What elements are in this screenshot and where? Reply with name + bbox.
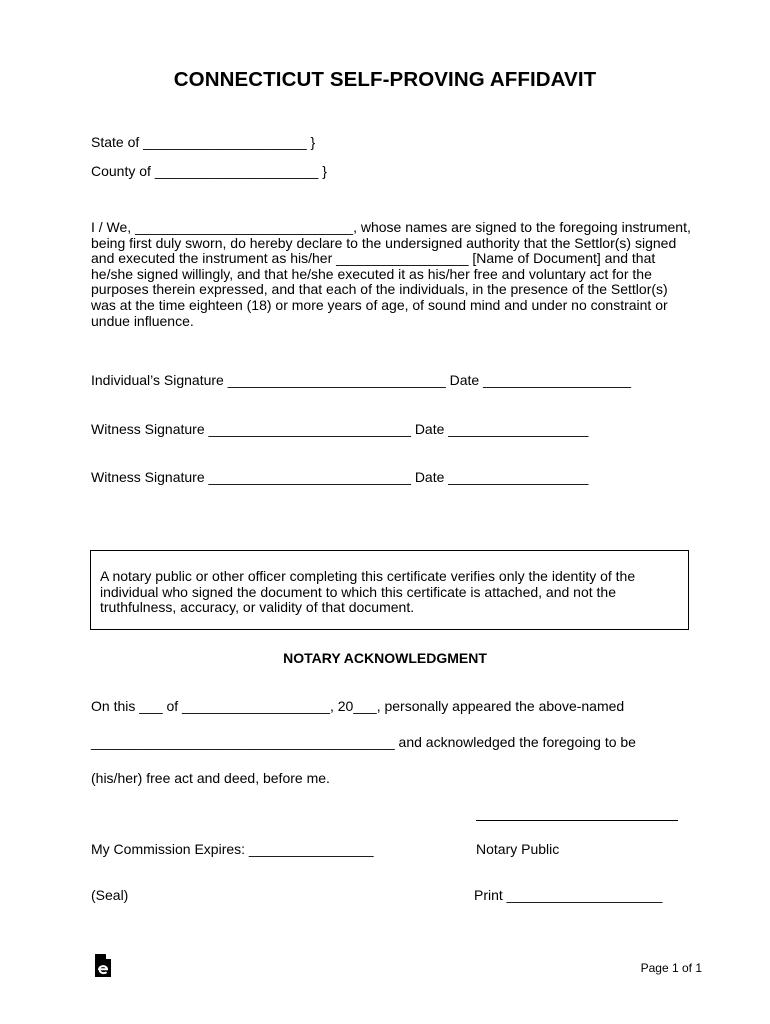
notary-line-date: On this ___ of ___________________, 20___, personally appeared the above-named — [91, 698, 625, 714]
seal-label: (Seal) — [91, 887, 129, 903]
individual-signature-line: Individual’s Signature ____________________________ Date ___________________ — [91, 372, 632, 388]
affidavit-paragraph: I / We, ____________________________, whose names are signed to the foregoing instrument, being first duly sworn, do hereby declare to the undersigned authority that the Settlor(s) signed and executed the instrument as his/her _________________ [Name of Document] and that he/she signed willingly, and that he/she executed it as his/her free and voluntary act for the purposes therein expressed, and that each of the individuals, in the presence of the Settlor(s) was at the time eighteen (18) or more years of age, of sound mind and under no constraint or undue influence. — [91, 219, 691, 329]
state-field: State of _____________________ } — [91, 134, 316, 150]
notary-acknowledgment-heading: NOTARY ACKNOWLEDGMENT — [283, 650, 487, 666]
witness-signature-line-2: Witness Signature __________________________ Date __________________ — [91, 469, 589, 485]
notary-public-label: Notary Public — [476, 841, 560, 857]
county-field: County of _____________________ } — [91, 163, 327, 179]
eforms-logo-icon — [93, 953, 113, 978]
print-name-field: Print ____________________ — [474, 887, 663, 903]
document-title: CONNECTICUT SELF-PROVING AFFIDAVIT — [173, 68, 597, 91]
notary-line-name: _______________________________________ and acknowledged the foregoing to be — [91, 734, 636, 750]
witness-signature-line-1: Witness Signature __________________________ Date __________________ — [91, 421, 589, 437]
notary-notice-text: A notary public or other officer completing this certificate verifies only the identity of the individual who signed the document to which this certificate is attached, and not the truthfulness, accuracy, or validity of that document. — [100, 568, 636, 616]
notary-signature-line — [476, 820, 678, 821]
commission-expires-field: My Commission Expires: ________________ — [91, 841, 374, 857]
notary-notice-box — [90, 550, 689, 630]
page-number: Page 1 of 1 — [640, 961, 702, 975]
notary-line-deed: (his/her) free act and deed, before me. — [91, 770, 330, 786]
